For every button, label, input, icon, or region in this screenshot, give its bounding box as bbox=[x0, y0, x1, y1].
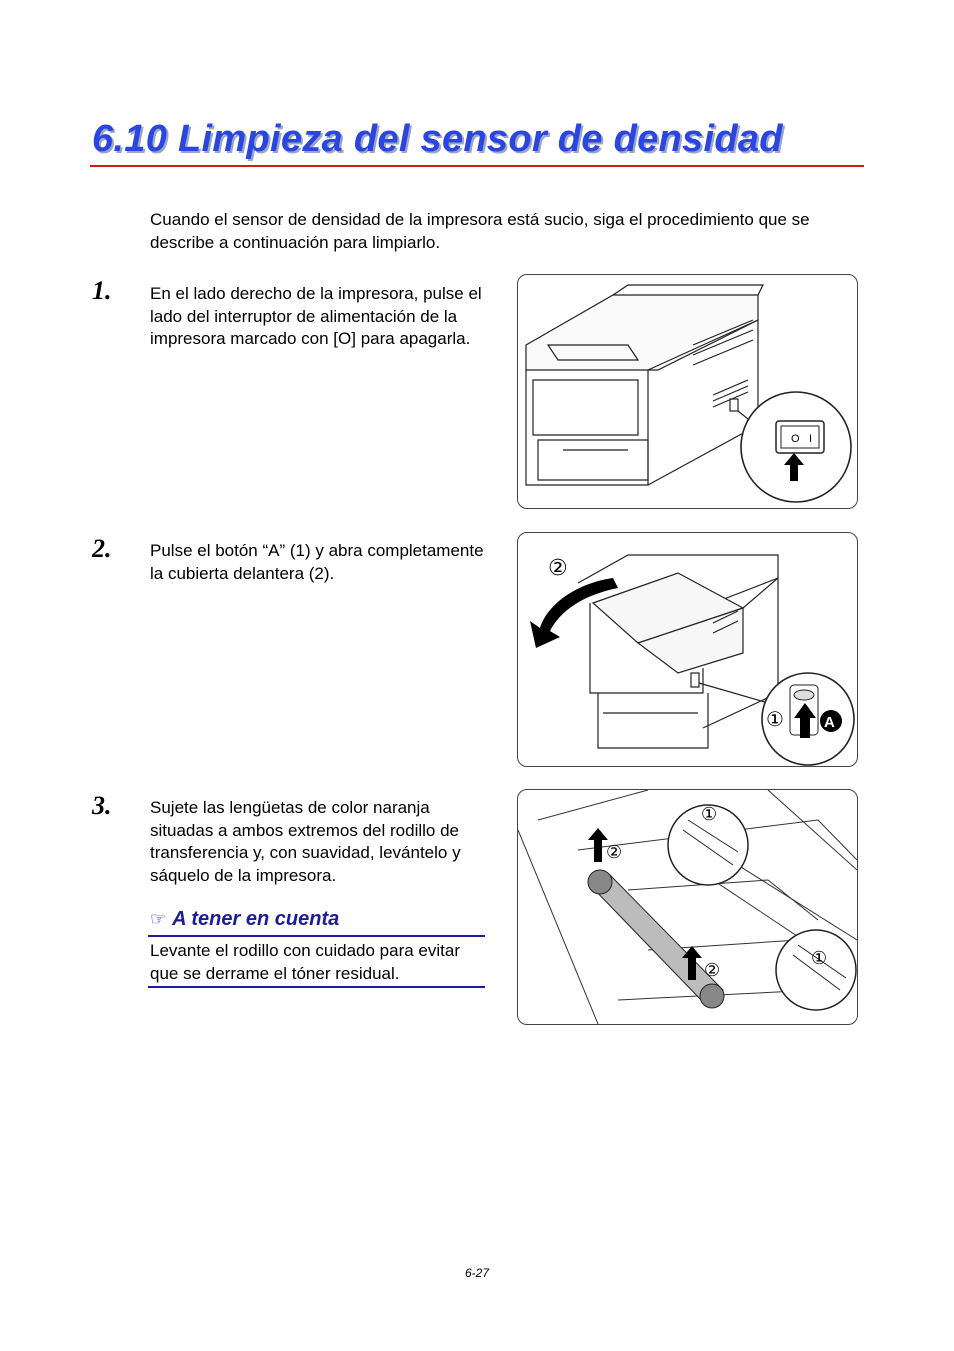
step-3-text: Sujete las lengüetas de color naranja situadas a ambos extremos del rodillo de transferencia y, con suavidad, levántelo y sáquelo de la impresora. bbox=[150, 798, 461, 885]
button-a-label: A bbox=[824, 714, 835, 731]
title-underline bbox=[90, 165, 864, 167]
note-text: Levante el rodillo con cuidado para evitar que se derrame el tóner residual. bbox=[150, 941, 460, 983]
step-3-number: 3. bbox=[92, 791, 112, 820]
callout-1-label-bottom: ① bbox=[811, 948, 828, 969]
step-2-figure bbox=[517, 532, 858, 767]
step-3-figure bbox=[517, 789, 858, 1025]
callout-2-label-left: ② bbox=[606, 842, 623, 863]
note-top-rule bbox=[148, 935, 485, 937]
switch-off-label: O bbox=[791, 433, 800, 445]
page-title: 6.10 Limpieza del sensor de densidad bbox=[92, 118, 783, 160]
open-front-cover-illustration bbox=[518, 533, 857, 766]
step-2-number: 2. bbox=[92, 534, 112, 563]
step-2-text: Pulse el botón “A” (1) y abra completamente la cubierta delantera (2). bbox=[150, 541, 484, 583]
step-1-text: En el lado derecho de la impresora, pulse el lado del interruptor de alimentación de la impresora marcado con [O] para apagarla. bbox=[150, 284, 482, 348]
callout-1-label: ① bbox=[766, 707, 784, 731]
page-number: 6-27 bbox=[464, 1266, 490, 1280]
note-heading bbox=[150, 908, 339, 931]
callout-1-label-top: ① bbox=[701, 804, 718, 825]
step-1-number: 1. bbox=[92, 276, 112, 305]
note-heading-text: A tener en cuenta bbox=[172, 908, 340, 930]
lift-arrow-icon bbox=[588, 828, 608, 862]
note-bottom-rule bbox=[148, 986, 485, 988]
switch-on-label: I bbox=[809, 433, 813, 445]
callout-2-label-right: ② bbox=[704, 960, 721, 981]
step-1-figure bbox=[517, 274, 858, 509]
printer-power-switch-illustration bbox=[518, 275, 857, 508]
intro-paragraph: Cuando el sensor de densidad de la impresora está sucio, siga el procedimiento que se describe a continuación para limpiarlo. bbox=[150, 210, 810, 252]
pointing-hand-icon: ☞ bbox=[150, 909, 167, 929]
callout-2-label: ② bbox=[548, 556, 568, 581]
remove-transfer-roller-illustration bbox=[518, 790, 857, 1024]
